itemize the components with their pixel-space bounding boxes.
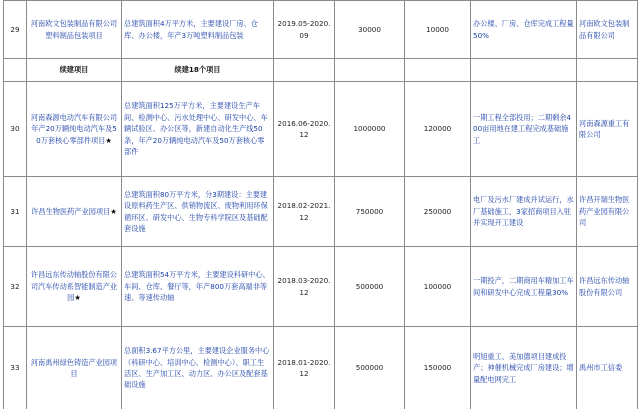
- responsible-unit: 许昌开瑞生物医药产业园有限公司: [577, 177, 638, 247]
- project-name: 许昌生物医药产业园项目: [31, 206, 111, 216]
- annual-investment: 10000: [405, 1, 471, 59]
- responsible-unit: 禹州市工信委: [577, 327, 638, 409]
- project-name-cell: [27, 247, 122, 327]
- project-name-cell: [27, 82, 122, 177]
- section-header-blank: [274, 59, 335, 82]
- row-number: 33: [4, 327, 27, 409]
- table-row: [4, 82, 638, 177]
- row-number: 31: [4, 177, 27, 247]
- responsible-unit: 河南森源重工有限公司: [577, 82, 638, 177]
- row-number: 30: [4, 82, 27, 177]
- project-name: 河南禹州绿色铸造产业园项目: [30, 357, 118, 378]
- section-header-blank: [4, 59, 27, 82]
- construction-content: 总面积3.67平方公里，主要建设企业服务中心（科研中心、培训中心、检测中心）、职工生活区、生产加工区、动力区、办公区及配套基础设施: [122, 327, 274, 409]
- project-table: [3, 0, 638, 409]
- construction-content: 总建筑面积54万平方米，主要建设科研中心、车间、仓库、餐厅等，年产800万套高端非等速、等速传动轴: [122, 247, 274, 327]
- project-name-cell: [27, 177, 122, 247]
- row-number: 29: [4, 1, 27, 59]
- construction-content: 总建筑面积80万平方米，分3期建设：主要建设原料药生产区、供销物流区、废物利用环保循环区、研发中心、生物专科学院区及基础配套设施: [122, 177, 274, 247]
- key-project-star-icon: ★: [110, 206, 117, 216]
- construction-period: 2016.06-2020.12: [274, 82, 335, 177]
- annual-investment: 120000: [405, 82, 471, 177]
- project-name-cell: [27, 327, 122, 409]
- construction-content: 总建筑面积4万平方米，主要建设厂房、仓库、办公楼，年产3万吨塑料制品包装: [122, 1, 274, 59]
- construction-period: 2018.03-2020.12: [274, 247, 335, 327]
- section-header-blank: [405, 59, 471, 82]
- total-investment: 500000: [335, 327, 405, 409]
- progress-target: 明旭重工、美加德项目建成投产；神催机械完成厂房建设；增量配电网完工: [471, 327, 577, 409]
- section-header-blank: [577, 59, 638, 82]
- total-investment: 1000000: [335, 82, 405, 177]
- table-row: [4, 247, 638, 327]
- section-label: 续建项目: [27, 59, 122, 82]
- annual-investment: 150000: [405, 327, 471, 409]
- progress-target: 电厂及污水厂建成并试运行，水厂基础施工，3家招商项目入驻并实现开工建设: [471, 177, 577, 247]
- project-name: 河南森源电动汽车有限公司年产20万辆纯电动汽车及50万套核心零部件项目: [30, 112, 118, 145]
- construction-period: 2018.01-2020.12: [274, 327, 335, 409]
- total-investment: 30000: [335, 1, 405, 59]
- section-header-blank: [335, 59, 405, 82]
- annual-investment: 250000: [405, 177, 471, 247]
- project-name: 河南欧文包装制品有限公司塑料制品包装项目: [27, 1, 122, 59]
- table-row: [4, 1, 638, 59]
- section-count-label: 续建18个项目: [122, 59, 274, 82]
- table-row: [4, 327, 638, 409]
- total-investment: 750000: [335, 177, 405, 247]
- construction-content: 总建筑面积125万平方米，主要建设生产车间、检测中心、污水处理中心、研发中心、车辆试验区、办公区等，新建自动化生产线50条，年产20万辆纯电动汽车及50万套核心零部件: [122, 82, 274, 177]
- project-name: 许昌远东传动轴股份有限公司汽车传动系智能制造产业园: [30, 270, 118, 303]
- construction-period: 2019.05-2020.09: [274, 1, 335, 59]
- key-project-star-icon: ★: [105, 135, 112, 145]
- annual-investment: 100000: [405, 247, 471, 327]
- total-investment: 500000: [335, 247, 405, 327]
- progress-target: 一期投产，二期商用车精加工车间和研发中心完成工程量30%: [471, 247, 577, 327]
- progress-target: 办公楼、厂房、仓库完成工程量50%: [471, 1, 577, 59]
- section-header-row: [4, 59, 638, 82]
- progress-target: 一期工程全部投用；二期剩余400亩用地在建工程完成基础施工: [471, 82, 577, 177]
- section-header-blank: [471, 59, 577, 82]
- table-row: [4, 177, 638, 247]
- responsible-unit: 许昌远东传动轴股份有限公司: [577, 247, 638, 327]
- construction-period: 2018.02-2021.12: [274, 177, 335, 247]
- row-number: 32: [4, 247, 27, 327]
- responsible-unit: 河南欧文包装制品有限公司: [577, 1, 638, 59]
- key-project-star-icon: ★: [74, 293, 81, 303]
